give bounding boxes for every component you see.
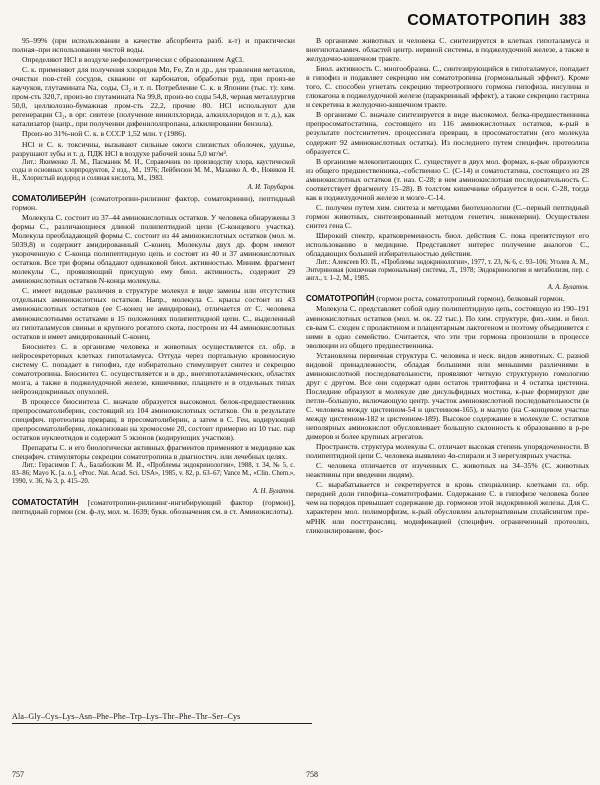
- paragraph: Биосинтез С. в организме человека и животных осуществляется гл. обр. в нейросекреторных клетках гипоталамуса. Оттуда через портальную кровеносную систему С. попадает в гипофиз, где избирательно стимулирует синтез и секрецию соматотропина. Биосинтез С. осуществляется и в др., внегипоталамических, областях мозга, а также в поджелудочной железе, кишечнике, плаценте и в отдельных типах нейроэндокринных опухолей.: [12, 341, 295, 396]
- paragraph: В организме животных и человека С. синтезируется в клетках гипоталамуса и внегипоталамич. областей центр. нервной системы, в поджелудочной железе, а также в желудочно-кишечном тракте.: [306, 36, 589, 64]
- entry-somatostatin: [12, 498, 295, 516]
- paragraph: HCl и С. к. токсичны, вызывают сильные ожоги слизистых оболочек, удушье, разрушают зубы и т. д. ПДК HCl в воздухе рабочей зоны 5,0 мг/м³.: [12, 139, 295, 158]
- bibliography: Лит.: Якименко Л. М., Пасманик М. И., Справочник по производству хлора, каустической соды и основных хлорпродуктов, 2 изд., М., 1976; Лейбензон М. М., Мазанко А. Ф., Новиков Н. Н., Хлористый водород и соляная кислота, М., 1983.: [12, 158, 295, 182]
- entry-term: СОМАТОТРОПИ́Н: [306, 294, 375, 304]
- author-signature: А. И. Торубаров.: [247, 183, 295, 191]
- paragraph: Биол. активность С. многообразна. С., синтезирующийся в гипоталамусе, попадает в гипофиз и подавляет секрецию им соматотропина (гормональный эффект). Кроме того, С. способен угнетать секрецию тиреотропного гормона гипофиза, инсулина и глюкагона в поджелудочной железе (паракринный эффект), а также секрецию гастрина и секретина в желудочно-кишечном тракте.: [306, 64, 589, 110]
- page-header: [14, 12, 586, 32]
- entry-definition: (гормон роста, соматотропный гормон), белковый гормон.: [374, 294, 565, 304]
- paragraph: Определяют HCl в воздухе нефелометрически с образованием AgCl.: [22, 55, 245, 65]
- paragraph: Молекула С. представляет собой одну полипептидную цепь, состоящую из 190–191 аминокислотных остатков (мол. м. ок. 22 тыс.). По хим. структуре, физ.-хим. и биол. св-вам С. сходен с пролактином и плацентарным лактогеном и поэтому объединяется с ними в одно семейство. Считается, что эти три гормона произошли в процессе эволюции из общего предшественника.: [306, 304, 589, 350]
- right-column: [306, 36, 589, 536]
- paragraph: С. вырабатывается и секретируется в кровь специализир. клетками гл. обр. передней доли гипофиза–соматотрофами. Содержание С. в гипофизе человека более чем на порядок превышает содержание др. гормонов этой эндокринной железы. Для С. характерен мол. полиморфизм, к-рый обусловлен альтернативным сплайсингом пре-мРНК или посттрансляц. модификацией (специфич. ограниченный протеолиз, гликозилирование, фос-: [306, 480, 589, 535]
- running-title: СОМАТОТРОПИН: [407, 12, 550, 29]
- bibliography: Лит.: Алексеев Ю. П., «Проблемы эндокринологии», 1977, т. 23, № 6, с. 93–106; Уголев А. М., Энтериновая (кишечная гормональная) система, Л., 1978; Эндокринология и метаболизм, пер. с англ., т. 1–2, М., 1985.: [306, 259, 589, 283]
- bibliography: Лит.: Герасимов Г. А., Балаболкин М. И., «Проблемы эндокринологии», 1988, т. 34, № 5, с. 83–86; Mayo K. [a. o.], «Proc. Nat. Acad. Sci. USA», 1985, v. 82, p. 63–67; Vance M., «Clin. Chem.», 1990, v. 36, № 3, p. 415–20.: [12, 462, 295, 486]
- author-signature: А. Н. Булатов.: [252, 487, 295, 495]
- entry-somatotropin: [306, 294, 589, 303]
- paragraph: Установлена первичная структура С. человека и неск. видов животных. С. разной видовой принадлежности, обладая большими или меньшими различиями в аминокислотной последовательности, проявляют четкую структурную гомологию друг с другом. Все они содержат один остаток триптофана и 4 остатка цистеина. Последние образуют в молекуле две дисульфидных мостика, к-рые формируют две петли–большую, включающую центр. участок аминокислотной последовательности (в С. человека между цистеином-54 и цистеином-165), и малую (на С-концевом участке между цистеином-182 и цистеином-189). Высокое содержание в молекуле С. остатков неполярных аминокислот обусловливает большую склонность к образованию в р-ре димеров и более крупных агрегатов.: [306, 350, 589, 442]
- column-number-right: 758: [306, 770, 318, 779]
- author-signature: А. А. Булатов.: [547, 284, 589, 292]
- paragraph: С. имеет видовые различия в структуре молекул в виде замены или отсутствия отдельных аминокислотных остатков. Напр., молекула С. крысы состоит из 43 аминокислотных остатков (ее С-конец не амидирован), отличается от С. человека аминокислотными остатками в 15 положениях полипептидной цепи. С., выделенный из гипоталамусов свиньи и крупного рогатого скота, построен из 44 аминокислотных остатков и имеет амидированный С-конец.: [12, 286, 295, 341]
- entry-definition: [соматотропин-рилизинг-ингибирующий фактор (гормон)], пептидный гормон (см. ф-лу, мол. м. 1639; букв. обозначения см. в ст. Аминокислоты).: [12, 497, 295, 516]
- paragraph: Препараты С. и его биологически активных фрагментов применяют в медицине как специфич. стимуляторы секреции соматотропина в диагностич. или лечебных целях.: [12, 443, 295, 462]
- left-column: [12, 36, 295, 517]
- paragraph: В организме млекопитающих С. существует в двух мол. формах, к-рые образуются из общего предшественника,–собственно С. (С-14) и соматостатина, состоящего из 28 аминокислотных остатков (т. наз. С-28; в нем аминокислотная последовательность С. соответствует фрагменту 15–28). В толстом кишечнике образуется в осн. С-28, тогда как в поджелудочной железе и мозге–С-14.: [306, 156, 589, 202]
- paragraph: Произ-во 31%-ной С. к. в СССР 1,52 млн. т (1986).: [22, 129, 187, 139]
- entry-term: СОМАТОСТАТИ́Н: [12, 497, 79, 507]
- entry-somatoliberin: [12, 194, 295, 212]
- entry-definition: (соматотропин-рилизинг фактор, соматокринин), пептидный гормон.: [12, 193, 295, 212]
- paragraph: 95–99% (при использовании в качестве абсорбента разб. к-т) и практически полная–при использовании чистой воды.: [12, 36, 295, 55]
- paragraph: Широкий спектр, кратковременность биол. действия С. пока препятствуют его использованию в медицине. Представляет интерес получение аналогов С., обладающих большей избирательностью действия.: [306, 230, 589, 259]
- paragraph: В организме С. вначале синтезируется в виде высокомол. белка-предшественника препросоматостатина, состоящего из 116 аминокислотных остатков, к-рый в результате постсинтетич. процессинга превращ. в просоматостатин (его молекула содержит 92 аминокислотных остатка). Из последнего путем специфич. протеолиза образуется С.: [306, 110, 589, 156]
- page-number: 383: [559, 12, 586, 29]
- paragraph: С. получен путем хим. синтеза и методами биотехнологии (С.–первый пептидный гормон животных, синтезированный методом генетич. инженерии). Осуществлен синтез гена С.: [306, 202, 589, 230]
- paragraph: Пространств. структура молекулы С. отличает высокая степень упорядоченности. В полипептидной цепи С. человека выявлено 4α-спирали и 3 нерегулярных участка.: [306, 442, 589, 461]
- entry-term: СОМАТОЛИБЕРИ́Н: [12, 193, 86, 203]
- column-number-left: 757: [12, 770, 24, 779]
- paragraph: С. человека отличается от изученных С. животных на 34–35% (С. животных неактивны при введении людям).: [306, 461, 589, 480]
- paragraph: С. к. применяют для получения хлоридов Mn, Fe, Zn и др., для травления металлов, очистки пов-стей сосудов, скважин от карбонатов, обработки руд, при произ-ве каучуков, глутамината Na, соды, Cl₂ и т. п. Потребление С. к. в Японии (тыс. т): хим. пром-сть 320,7, произ-во глутамината Na 99,8, произ-во соды 54,8, черная металлургия 50,0, целлюлозно-бумажная пром-сть 22,2, прочие 80. HCl используют для регенерации Cl₂, в орг. синтезе (получение винилхлорида, алкилхлоридов и т. д.), как катализатор (напр., при получении дифенилолпропана, алкилировании бензола).: [12, 65, 295, 129]
- paragraph: Молекула С. состоит из 37–44 аминокислотных остатков. У человека обнаружены 3 формы С., различающиеся длиной полипептидной цепи (С-концевого участка). Молекула преобладающей формы С. состоит из 44 аминокислотных остатков (мол. м. 5039,8) и содержит амидированный С-конец. Молекулы двух др. форм имеют укороченную с С-конца полипептидную цепь и состоят из 40 и 37 аминокислотных остатков. Все три формы обладают одинаковой биол. активностью. Миним. фрагмент молекулы С., проявляющий присущую ему биол. активность, содержит 29 аминокислотных остатков N-конца молекулы.: [12, 212, 295, 286]
- amino-acid-formula: Ala–Gly–Cys–Lys–Asn–Phe–Phe–Trp–Lys–Thr–Phe–Thr–Ser–Cys: [12, 712, 312, 724]
- paragraph: В процессе биосинтеза С. вначале образуется высокомол. белок-предшественник препросоматолиберин, состоящий из 104 аминокислотных остатков. Он в результате специфич. протеолиза превращ. в пресоматолиберин, а затем в С. Ген, кодирующий препросоматолиберин, локализован на хромосоме 20, состоит примерно из 10 тыс. пар остатков нуклеотидов и содержит 5 экзонов (кодирующих участков).: [12, 396, 295, 443]
